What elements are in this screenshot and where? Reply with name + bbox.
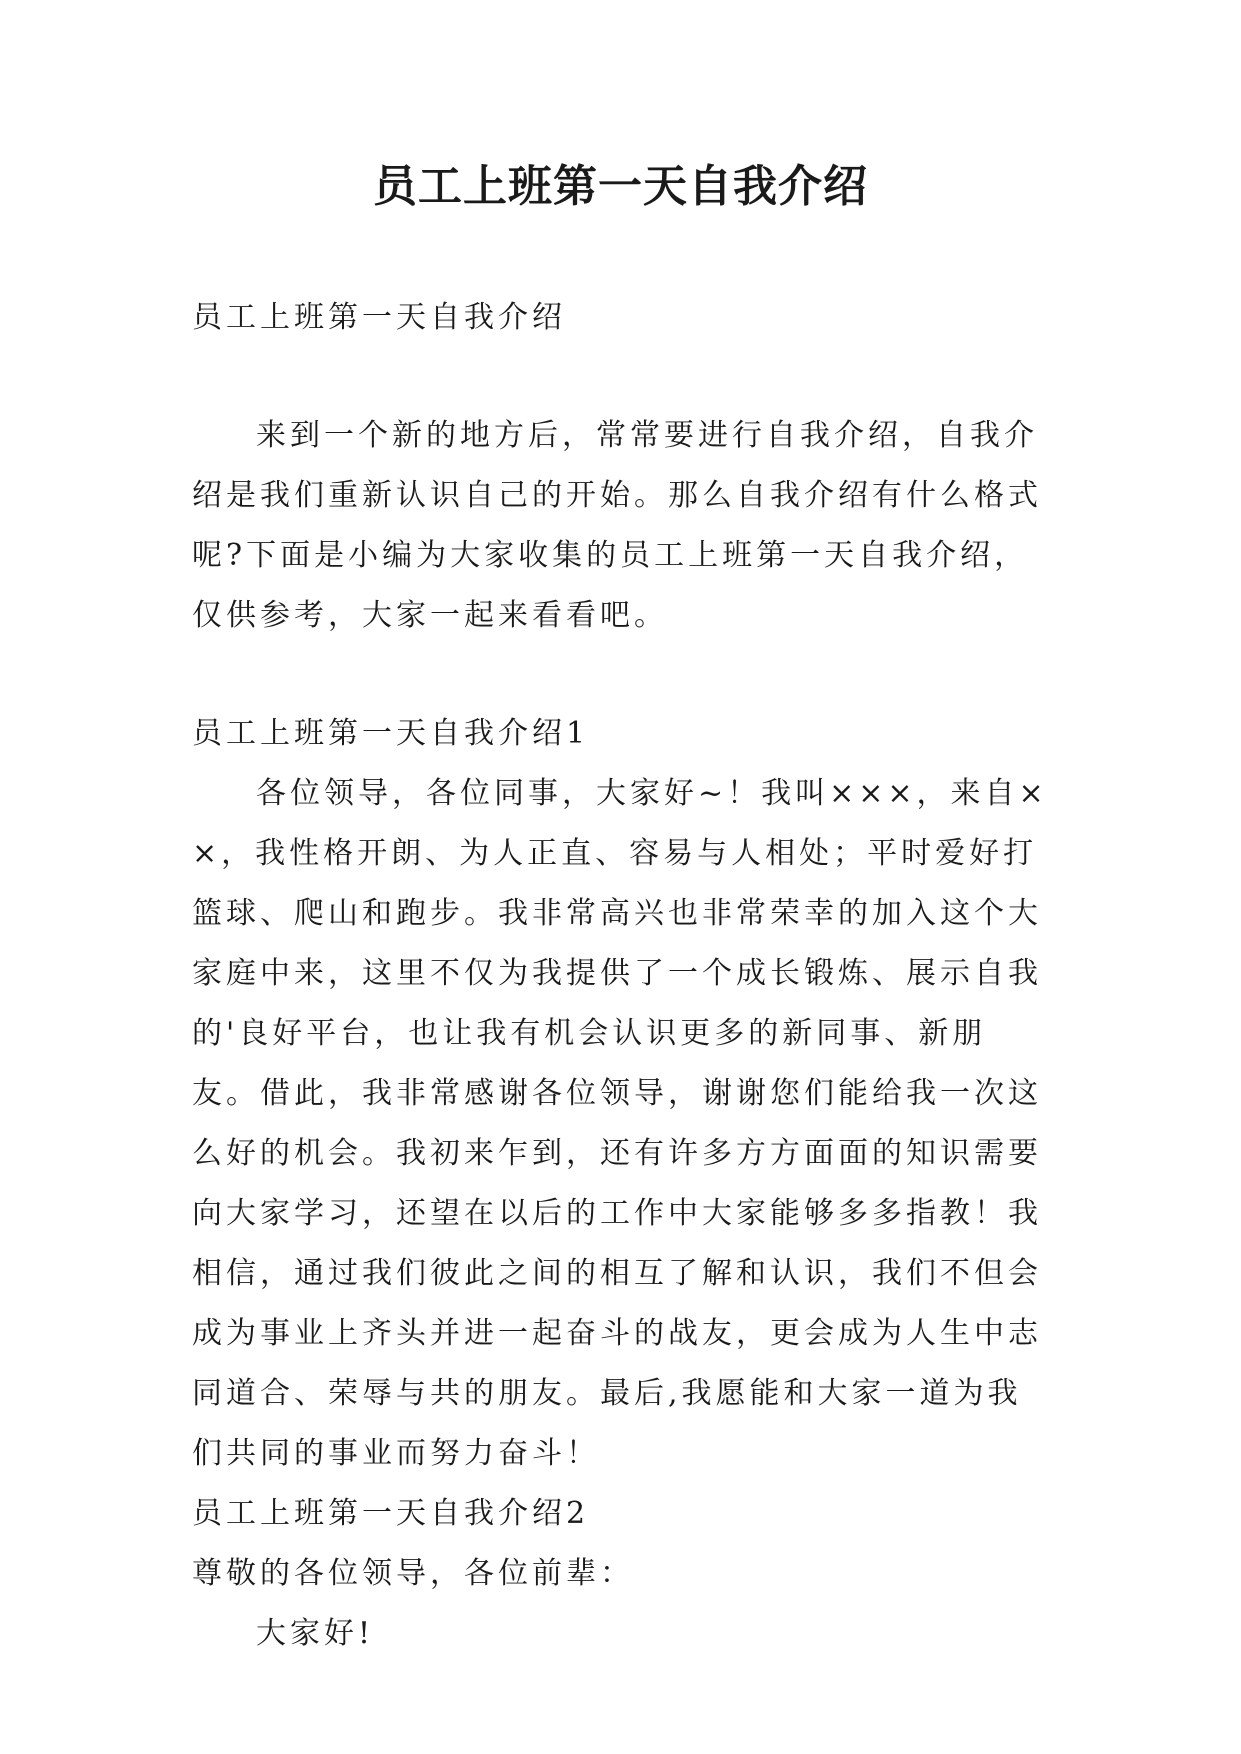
section-2-greeting: 大家好! bbox=[256, 1616, 375, 1651]
subtitle: 员工上班第一天自我介绍 bbox=[192, 300, 566, 335]
intro-paragraph: 来到一个新的地方后，常常要进行自我介绍，自我介绍是我们重新认识自己的开始。那么自我介绍有什么格式呢?下面是小编为大家收集的员工上班第一天自我介绍，仅供参考，大家一起来看看吧。 bbox=[192, 418, 1042, 633]
document-body bbox=[192, 288, 1052, 1664]
section-1-body: 各位领导，各位同事，大家好~！我叫×××，来自××，我性格开朗、为人正直、容易与人相处；平时爱好打篮球、爬山和跑步。我非常高兴也非常荣幸的加入这个大家庭中来，这里不仅为我提供了一个成长锻炼、展示自我的'良好平台，也让我有机会认识更多的新同事、新朋友。借此，我非常感谢各位领导，谢谢您们能给我一次这么好的机会。我初来乍到，还有许多方方面面的知识需要向大家学习，还望在以后的工作中大家能够多多指教！我相信，通过我们彼此之间的相互了解和认识，我们不但会成为事业上齐头并进一起奋斗的战友，更会成为人生中志同道合、荣辱与共的朋友。最后,我愿能和大家一道为我们共同的事业而努力奋斗！ bbox=[192, 776, 1048, 1471]
section-2-salutation: 尊敬的各位领导，各位前辈： bbox=[192, 1556, 634, 1591]
section-1-heading: 员工上班第一天自我介绍1 bbox=[192, 716, 590, 751]
document-title: 员工上班第一天自我介绍 bbox=[373, 161, 868, 212]
section-2-heading: 员工上班第一天自我介绍2 bbox=[192, 1496, 590, 1531]
